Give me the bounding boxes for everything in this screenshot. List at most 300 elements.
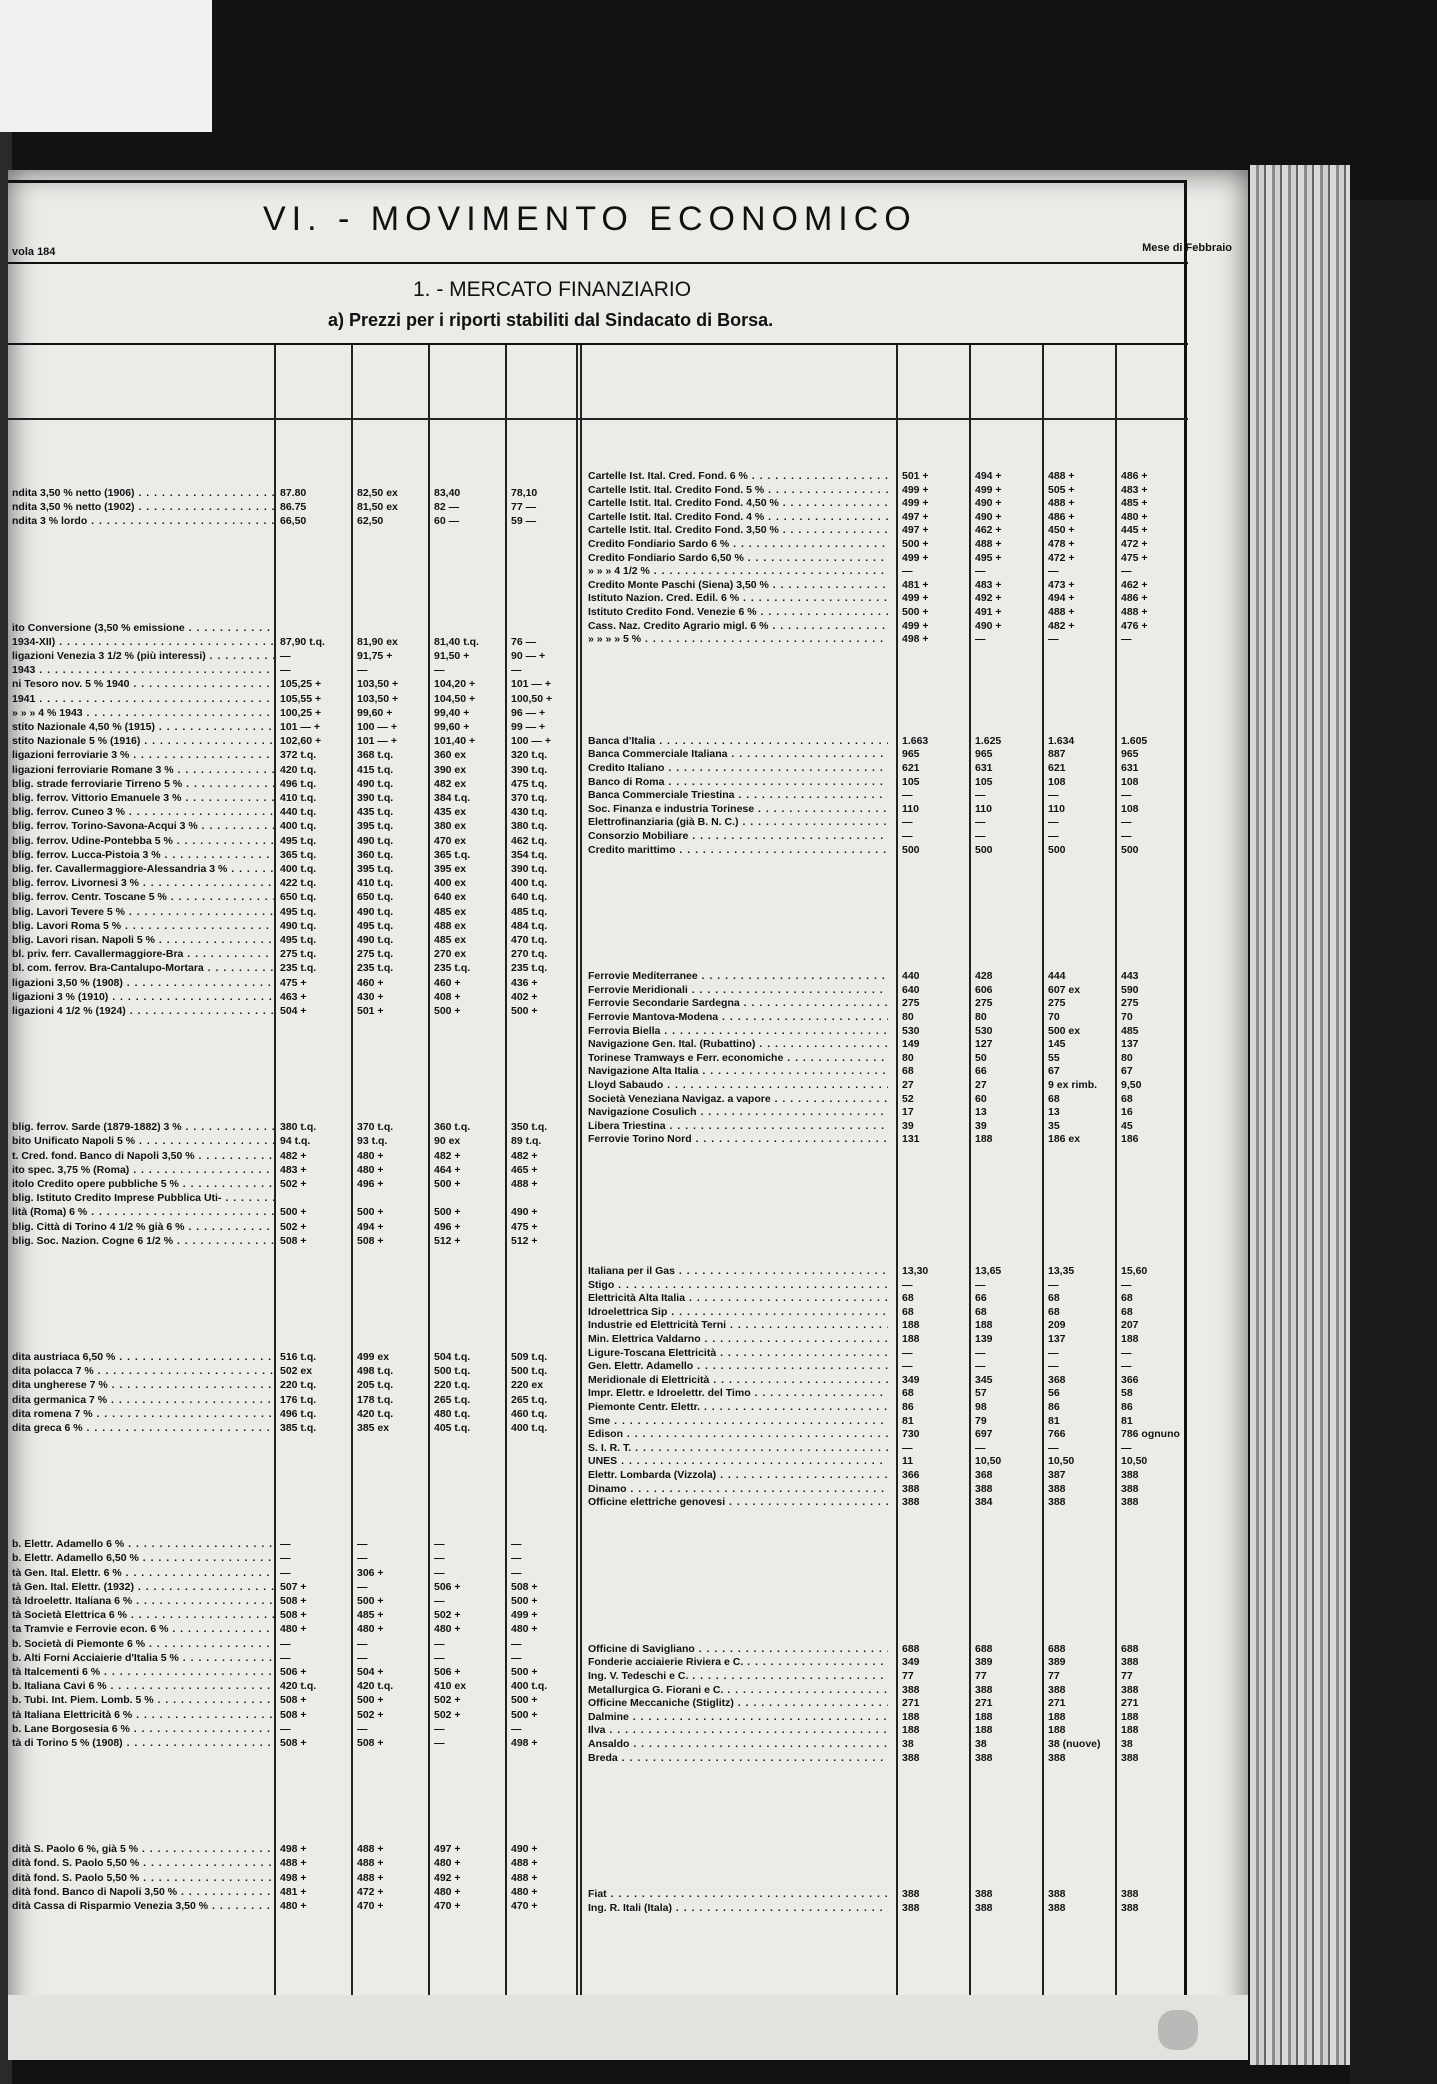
row-label: Ligure-Toscana Elettricità . . . — [588, 1347, 888, 1360]
row-value: 62,50 — [357, 515, 384, 528]
table-row — [12, 1365, 576, 1378]
row-value: 388 — [1121, 1901, 1139, 1914]
row-value: 81 — [1121, 1414, 1133, 1427]
table-row — [12, 962, 576, 975]
row-value: — — [511, 1566, 522, 1579]
row-value: 372 t.q. — [280, 749, 317, 762]
row-value: 360 t.q. — [357, 848, 394, 861]
row-value: 104,50 + — [434, 692, 476, 705]
row-value: 368 t.q. — [357, 749, 394, 762]
row-label: blig. ferrov. Vittorio Emanuele 3 % . . . — [12, 792, 274, 805]
row-value: 388 — [1048, 1751, 1066, 1764]
row-value: 480 + — [357, 1623, 384, 1636]
row-value: — — [434, 664, 445, 677]
row-value: 428 — [975, 970, 993, 983]
row-value: 320 t.q. — [511, 749, 548, 762]
table-row — [588, 1319, 1184, 1332]
row-value: 270 ex — [434, 948, 467, 961]
row-value: 508 + — [280, 1609, 307, 1622]
row-value: 68 — [1048, 1305, 1060, 1318]
row-value: 354 t.q. — [511, 848, 548, 861]
row-value: 101 — + — [511, 678, 551, 691]
table-row — [12, 1872, 576, 1885]
table-row — [588, 1670, 1184, 1683]
row-label: Banca Commerciale Triestina . . . — [588, 789, 888, 802]
row-value: 505 + — [1048, 483, 1075, 496]
row-value: 149 — [902, 1038, 920, 1051]
row-value: 384 t.q. — [434, 792, 471, 804]
row-value: 965 — [902, 748, 920, 761]
row-value: 370 t.q. — [357, 1121, 394, 1134]
row-value: 99,40 + — [434, 706, 470, 719]
row-label: ndita 3,50 % netto (1906) . . . — [12, 487, 274, 500]
row-value: 506 + — [434, 1666, 461, 1678]
row-value: 488 + — [357, 1871, 384, 1884]
row-value: 465 + — [511, 1163, 538, 1176]
row-label: b. Italiana Cavi 6 % . . . — [12, 1680, 274, 1693]
row-value: 500 + — [511, 1005, 538, 1017]
row-value: 388 — [1121, 1888, 1139, 1901]
row-label: blig. ferrov. Lucca-Pistoia 3 % . . . — [12, 849, 274, 862]
row-value: 127 — [975, 1038, 993, 1051]
row-value: 502 + — [434, 1694, 461, 1707]
row-value: 265 t.q. — [434, 1393, 471, 1406]
row-value: 400 t.q. — [511, 1422, 548, 1434]
row-value: 39 — [975, 1119, 987, 1132]
table-row — [588, 997, 1184, 1010]
table-top-rule — [8, 343, 1188, 345]
row-value: 688 — [1048, 1642, 1066, 1655]
row-label: tà Idroelettr. Italiana 6 % . . . — [12, 1595, 274, 1608]
row-label: dita austriaca 6,50 % . . . — [12, 1351, 274, 1364]
row-value: 306 + — [357, 1566, 384, 1579]
row-label: Credito Italiano . . . — [588, 762, 888, 775]
row-value: 490 t.q. — [357, 934, 394, 946]
table-row — [588, 1265, 1184, 1278]
row-label: Banca d'Italia . . . — [588, 735, 888, 748]
row-value: 400 t.q. — [511, 1680, 548, 1693]
row-value: 415 t.q. — [357, 763, 394, 776]
row-value: 388 — [1121, 1751, 1139, 1764]
table-row — [588, 1888, 1184, 1901]
table-row — [12, 501, 576, 514]
table-row — [588, 524, 1184, 537]
row-value: 91,50 + — [434, 650, 470, 662]
row-value: 478 + — [1048, 538, 1075, 550]
row-value: 188 — [1121, 1724, 1139, 1737]
table-row — [588, 1292, 1184, 1305]
table-row — [588, 1360, 1184, 1373]
row-value: — — [975, 1360, 986, 1373]
row-value: 77 — [1121, 1670, 1133, 1682]
row-value: — — [357, 1651, 368, 1664]
row-value: 110 — [902, 802, 919, 815]
row-value: — — [280, 1566, 291, 1579]
row-value: 235 t.q. — [280, 962, 317, 975]
row-value: 83,40 — [434, 487, 461, 499]
row-value: — — [1048, 1278, 1059, 1291]
row-value: 108 — [1048, 775, 1066, 788]
row-value: — — [1048, 789, 1059, 802]
row-value: 498 + — [902, 633, 929, 646]
row-value: — — [357, 1722, 368, 1735]
row-label: ito spec. 3,75 % (Roma) . . . — [12, 1164, 274, 1177]
row-label: blig. Istituto Credito Imprese Pubblica Uti- . . . — [12, 1192, 274, 1205]
table-row — [588, 497, 1184, 510]
row-value: 345 — [975, 1373, 993, 1386]
row-value: 188 — [1121, 1710, 1139, 1723]
row-value: — — [511, 1722, 522, 1735]
row-label: Consorzio Mobiliare . . . — [588, 830, 888, 843]
table-row — [12, 664, 576, 677]
table-row — [12, 1150, 576, 1163]
table-row — [12, 906, 576, 919]
row-label: bl. priv. ferr. Cavallermaggiore-Bra . . . — [12, 948, 274, 961]
row-value: 488 ex — [434, 919, 467, 932]
row-value: — — [434, 1722, 445, 1735]
table-row — [12, 1206, 576, 1219]
row-value: 265 t.q. — [511, 1393, 548, 1406]
row-value: 887 — [1048, 748, 1066, 761]
row-label: Impr. Elettr. e Idroelettr. del Timo . . . — [588, 1387, 888, 1400]
row-value: 500 — [1121, 843, 1139, 856]
row-value: — — [357, 664, 368, 677]
row-label: b. Società di Piemonte 6 % . . . — [12, 1638, 274, 1651]
row-value: 480 + — [434, 1623, 461, 1636]
table-row — [588, 1428, 1184, 1441]
row-value: 688 — [975, 1642, 993, 1655]
row-value: 965 — [975, 748, 993, 761]
row-value: 499 + — [902, 551, 929, 564]
row-value: 494 + — [975, 470, 1002, 482]
row-value: — — [280, 1552, 291, 1565]
row-label: blig. Lavori Roma 5 % . . . — [12, 920, 274, 933]
row-value: 105 — [902, 775, 920, 788]
row-value: 188 — [975, 1710, 993, 1723]
row-value: 498 + — [511, 1737, 538, 1749]
row-value: 366 — [902, 1469, 920, 1481]
row-label: dità fond. S. Paolo 5,50 % . . . — [12, 1857, 274, 1870]
row-label: Istituto Nazion. Cred. Edil. 6 % . . . — [588, 592, 888, 605]
scan-background — [1350, 200, 1437, 2084]
row-value: 444 — [1048, 970, 1066, 983]
row-value: 472 + — [1048, 551, 1075, 564]
row-value: 81,90 ex — [357, 635, 398, 648]
table-row — [12, 891, 576, 904]
row-label: ni Tesoro nov. 5 % 1940 . . . — [12, 678, 274, 691]
row-value: 506 + — [280, 1666, 307, 1678]
row-label: Cartelle Ist. Ital. Cred. Fond. 6 % . . . — [588, 470, 888, 483]
table-row — [12, 1351, 576, 1364]
row-value: 188 — [975, 1133, 993, 1146]
table-row — [12, 721, 576, 734]
row-value: 490 + — [975, 497, 1002, 510]
row-value: 68 — [902, 1387, 914, 1400]
row-label: blig. ferrov. Cuneo 3 % . . . — [12, 806, 274, 819]
row-label: Stigo . . . — [588, 1279, 888, 1292]
row-value: 495 + — [975, 551, 1002, 564]
row-label: ndita 3,50 % netto (1902) . . . — [12, 501, 274, 514]
row-value: 186 ex — [1048, 1133, 1081, 1146]
row-value: 410 t.q. — [357, 877, 394, 890]
row-value: 462 + — [1121, 578, 1148, 591]
row-label: Ing. V. Tedeschi e C. . . . — [588, 1670, 888, 1683]
row-value: 38 — [1121, 1738, 1133, 1750]
row-value: 492 + — [434, 1871, 461, 1884]
row-value: 188 — [902, 1724, 920, 1737]
row-value: 470 + — [511, 1900, 538, 1912]
row-label: Credito Monte Paschi (Siena) 3,50 % . . . — [588, 579, 888, 592]
table-row — [12, 1538, 576, 1551]
row-label: b. Elettr. Adamello 6,50 % . . . — [12, 1552, 274, 1565]
row-value: 186 — [1121, 1133, 1139, 1146]
row-value: 400 t.q. — [280, 820, 317, 833]
row-value: — — [902, 830, 913, 842]
row-value: 460 t.q. — [511, 1407, 548, 1420]
row-value: — — [975, 1346, 986, 1359]
row-value: — — [1048, 1346, 1059, 1359]
row-value: 472 + — [357, 1885, 384, 1898]
row-label: dita greca 6 % . . . — [12, 1422, 274, 1435]
row-label: blig. ferrov. Centr. Toscane 5 % . . . — [12, 891, 274, 904]
row-value: 388 — [1048, 1888, 1066, 1901]
row-value: — — [975, 789, 986, 802]
row-value: 500 + — [357, 1206, 384, 1219]
row-label: Ferrovia Biella . . . — [588, 1025, 888, 1038]
row-value: 13,35 — [1048, 1265, 1075, 1277]
row-value: 499 ex — [357, 1351, 390, 1363]
row-label: Torinese Tramways e Ferr. economiche . . . — [588, 1052, 888, 1065]
row-value: 494 + — [357, 1220, 384, 1233]
row-value: 77 — [975, 1670, 987, 1682]
table-row — [12, 1886, 576, 1899]
table-row — [588, 1496, 1184, 1509]
row-value: 482 + — [1048, 619, 1075, 632]
table-row — [12, 1680, 576, 1693]
row-value: 481 + — [902, 578, 929, 591]
row-value: 68 — [1121, 1092, 1133, 1105]
row-value: 508 + — [280, 1708, 307, 1721]
row-label: Ferrovie Secondarie Sardegna . . . — [588, 997, 888, 1010]
row-value: 435 ex — [434, 806, 467, 819]
row-label: Ferrovie Mediterranee . . . — [588, 970, 888, 983]
table-row — [588, 1684, 1184, 1697]
row-value: — — [511, 1538, 522, 1551]
row-value: 93 t.q. — [357, 1135, 388, 1148]
row-value: 486 + — [1121, 470, 1148, 482]
row-value: 60 — [975, 1092, 987, 1105]
row-value: 96 — + — [511, 706, 546, 719]
row-value: 460 + — [357, 976, 384, 989]
row-value: 103,50 + — [357, 692, 399, 705]
row-value: 640 t.q. — [511, 891, 548, 904]
row-label: ligazioni Venezia 3 1/2 % (più interessi) . . . — [12, 650, 274, 663]
row-value: 10,50 — [975, 1455, 1002, 1468]
row-value: 395 ex — [434, 863, 467, 875]
table-number: vola 184 — [12, 246, 56, 258]
row-value: 512 + — [511, 1234, 538, 1247]
table-row — [12, 1900, 576, 1913]
row-label: b. Alti Forni Acciaierie d'Italia 5 % . . . — [12, 1652, 274, 1665]
row-value: 502 ex — [280, 1365, 313, 1378]
row-value: 490 + — [975, 510, 1002, 523]
row-value: 70 — [1048, 1011, 1060, 1023]
row-value: — — [280, 664, 291, 677]
row-value: 499 + — [902, 497, 929, 510]
row-value: 366 — [1121, 1373, 1139, 1386]
table-row — [12, 1192, 576, 1205]
row-value: 490 t.q. — [357, 834, 394, 847]
row-label: dita polacca 7 % . . . — [12, 1365, 274, 1378]
row-value: 145 — [1048, 1038, 1066, 1051]
table-row — [12, 1843, 576, 1856]
row-value: 101 — + — [357, 735, 397, 748]
row-value: 89 t.q. — [511, 1135, 542, 1148]
row-value: 475 t.q. — [511, 777, 548, 790]
row-label: Credito Fondiario Sardo 6,50 % . . . — [588, 552, 888, 565]
row-value: 368 — [975, 1469, 993, 1481]
section-title: 1. - MERCATO FINANZIARIO — [413, 278, 692, 301]
row-value: 450 + — [1048, 524, 1075, 537]
table-row — [12, 749, 576, 762]
section-subtitle: a) Prezzi per i riporti stabiliti dal Sindacato di Borsa. — [328, 310, 774, 330]
row-value: 67 — [1121, 1065, 1133, 1078]
row-value: 35 — [1048, 1119, 1060, 1132]
row-value: 235 t.q. — [357, 962, 394, 975]
table-row — [12, 1609, 576, 1622]
row-value: 76 — — [511, 635, 537, 648]
row-value: 380 t.q. — [511, 820, 548, 833]
row-value: 480 t.q. — [434, 1407, 471, 1420]
table-row — [12, 693, 576, 706]
row-value: 68 — [902, 1065, 914, 1078]
row-value: — — [975, 565, 986, 578]
table-row — [588, 776, 1184, 789]
row-label: Sme . . . — [588, 1415, 888, 1428]
row-value: — — [511, 1637, 522, 1650]
row-label: S. I. R. T. . . . — [588, 1442, 888, 1455]
row-value: 388 — [902, 1901, 920, 1914]
row-value: 188 — [1048, 1724, 1066, 1737]
table-row — [12, 1422, 576, 1435]
row-value: — — [434, 1637, 445, 1650]
row-value: 488 + — [357, 1857, 384, 1870]
row-value: 470 ex — [434, 834, 467, 847]
row-value: 220 t.q. — [280, 1379, 317, 1392]
row-label: dità S. Paolo 6 %, già 5 % . . . — [12, 1843, 274, 1856]
table-row — [588, 1724, 1184, 1737]
row-value: — — [511, 1651, 522, 1664]
row-value: 66 — [975, 1292, 987, 1305]
table-row — [12, 636, 576, 649]
row-label: blig. Soc. Nazion. Cogne 6 1/2 % . . . — [12, 1235, 274, 1248]
row-value: 275 — [1048, 997, 1066, 1010]
row-value: 188 — [1121, 1333, 1139, 1345]
row-value: 100,25 + — [280, 706, 322, 719]
row-value: 13 — [1048, 1106, 1060, 1119]
row-value: 490 t.q. — [280, 919, 317, 932]
row-value: 86 — [1121, 1401, 1133, 1413]
row-value: — — [1048, 633, 1059, 646]
row-value: 495 t.q. — [280, 905, 317, 918]
table-row — [588, 1093, 1184, 1106]
table-row — [12, 1857, 576, 1870]
table-row — [588, 1106, 1184, 1119]
row-value: 68 — [902, 1305, 914, 1318]
row-label: tà Società Elettrica 6 % . . . — [12, 1609, 274, 1622]
column-rule — [576, 345, 578, 1995]
row-label: Elettricità Alta Italia . . . — [588, 1292, 888, 1305]
row-label: UNES . . . — [588, 1455, 888, 1468]
row-value: 490 + — [511, 1843, 538, 1856]
row-value: 500 + — [511, 1595, 538, 1607]
row-value: 13,65 — [975, 1265, 1002, 1277]
row-value: 176 t.q. — [280, 1393, 317, 1406]
scan-corner — [0, 0, 212, 132]
row-value: 470 + — [357, 1900, 384, 1912]
row-label: dita ungherese 7 % . . . — [12, 1379, 274, 1392]
row-value: 66 — [975, 1065, 987, 1078]
row-label: Dinamo . . . — [588, 1483, 888, 1496]
table-row — [588, 970, 1184, 983]
row-value: 470 t.q. — [511, 934, 548, 946]
row-label: lità (Roma) 6 % . . . — [12, 1206, 274, 1219]
row-value: 480 + — [511, 1623, 538, 1636]
row-value: 390 t.q. — [357, 792, 394, 804]
row-value: — — [280, 1637, 291, 1650]
row-label: Ing. R. Itali (Itala) . . . — [588, 1902, 888, 1915]
row-label: dità fond. S. Paolo 5,50 % . . . — [12, 1872, 274, 1885]
column-rule — [580, 345, 582, 1995]
table-row — [12, 1666, 576, 1679]
row-label: blig. Lavori Tevere 5 % . . . — [12, 906, 274, 919]
row-value: 68 — [902, 1292, 914, 1305]
row-value: 87.80 — [280, 487, 307, 499]
row-label: b. Elettr. Adamello 6 % . . . — [12, 1538, 274, 1551]
row-value: — — [434, 1737, 445, 1749]
row-value: — — [1048, 816, 1059, 829]
row-label: dita romena 7 % . . . — [12, 1408, 274, 1421]
row-value: 67 — [1048, 1065, 1060, 1078]
row-value: 496 t.q. — [280, 777, 317, 790]
row-value: 483 + — [1121, 483, 1148, 496]
row-label: Ansaldo . . . — [588, 1738, 888, 1751]
row-label: ta Tramvie e Ferrovie econ. 6 % . . . — [12, 1623, 274, 1636]
table-row — [588, 1065, 1184, 1078]
row-value: 499 + — [975, 483, 1002, 496]
row-value: 188 — [975, 1724, 993, 1737]
row-label: tà Gen. Ital. Elettr. (1932) . . . — [12, 1581, 274, 1594]
row-value: 512 + — [434, 1234, 461, 1247]
row-value: 480 + — [357, 1163, 384, 1176]
row-value: 631 — [975, 762, 993, 774]
row-value: 498 + — [280, 1871, 307, 1884]
row-value: 82 — — [434, 501, 460, 514]
table-row — [588, 735, 1184, 748]
row-label: Italiana per il Gas . . . — [588, 1265, 888, 1278]
row-label: Istituto Credito Fond. Venezie 6 % . . . — [588, 606, 888, 619]
row-value: 490 t.q. — [357, 905, 394, 918]
row-value: 58 — [1121, 1387, 1133, 1400]
row-label: Lloyd Sabaudo . . . — [588, 1079, 888, 1092]
row-value: 110 — [1048, 802, 1065, 815]
row-value: 80 — [902, 1011, 914, 1023]
row-value: 271 — [1048, 1697, 1066, 1710]
table-row — [588, 1333, 1184, 1346]
row-value: 388 — [1048, 1683, 1066, 1696]
row-value: 480 + — [434, 1885, 461, 1898]
table-row — [588, 1011, 1184, 1024]
